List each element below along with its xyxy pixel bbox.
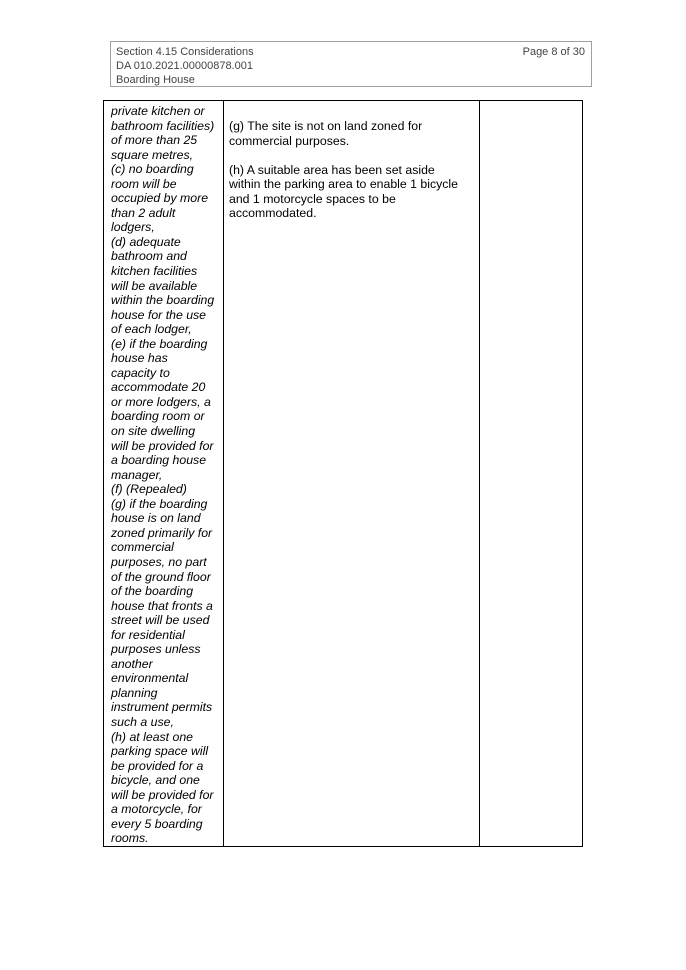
comment-g: (g) The site is not on land zoned for commercial purposes.	[229, 119, 423, 148]
control-line: be provided for a	[111, 758, 204, 773]
control-line: than 2 adult	[111, 205, 176, 220]
control-line: rooms.	[111, 831, 149, 846]
control-line: house has	[111, 351, 168, 366]
control-line: street will be used	[111, 613, 210, 628]
control-line: bicycle, and one	[111, 773, 200, 788]
control-line: of the ground floor	[111, 569, 211, 584]
control-line: for residential	[111, 627, 185, 642]
control-line: house that fronts a	[111, 598, 213, 613]
control-line: of each lodger,	[111, 322, 192, 337]
control-line: will be available	[111, 278, 198, 293]
control-line: parking space will	[111, 744, 209, 759]
control-line: room will be	[111, 176, 177, 191]
header-subject: Boarding House	[116, 74, 195, 86]
page-number: Page 8 of 30	[522, 46, 585, 58]
control-line: boarding room or	[111, 409, 205, 424]
control-line: occupied by more	[111, 191, 209, 206]
control-line: manager,	[111, 467, 163, 482]
comment-h: (h) A suitable area has been set aside within the parking area to enable 1 bicycle and 1 motorcycle spaces to be accommodated.	[229, 162, 458, 221]
control-line: of more than 25	[111, 133, 198, 148]
control-column	[111, 104, 223, 846]
control-line: lodgers,	[111, 220, 155, 235]
control-line: purposes, no part	[111, 554, 207, 569]
control-line: every 5 boarding	[111, 816, 203, 831]
control-line: instrument permits	[111, 700, 213, 715]
control-line: such a use,	[111, 714, 174, 729]
control-line: zoned primarily for	[111, 525, 213, 540]
control-line: a motorcycle, for	[111, 802, 202, 817]
control-line: will be provided for	[111, 787, 214, 802]
column-divider	[223, 101, 224, 846]
control-line: square metres,	[111, 147, 194, 162]
control-line: or more lodgers, a	[111, 394, 211, 409]
control-line: bathroom facilities)	[111, 118, 215, 133]
control-line: will be provided for	[111, 438, 214, 453]
control-line: on site dwelling	[111, 424, 196, 439]
control-line: (d) adequate	[111, 234, 181, 249]
control-line: within the boarding	[111, 293, 215, 308]
control-line: kitchen facilities	[111, 264, 198, 279]
control-line: a boarding house	[111, 453, 207, 468]
control-line: planning	[111, 685, 158, 700]
comment-column	[229, 119, 479, 235]
control-line: (h) at least one	[111, 729, 194, 744]
control-line: capacity to	[111, 365, 170, 380]
control-line: another	[111, 656, 153, 671]
header-info	[116, 45, 254, 87]
control-line: commercial	[111, 540, 174, 555]
control-line: purposes unless	[111, 642, 201, 657]
header-da-number: DA 010.2021.00000878.001	[116, 60, 254, 72]
control-line: (e) if the boarding	[111, 336, 208, 351]
header-section: Section 4.15 Considerations	[116, 46, 254, 58]
column-divider	[479, 101, 480, 846]
control-line: of the boarding	[111, 584, 194, 599]
control-line: private kitchen or	[111, 104, 205, 118]
control-line: bathroom and	[111, 249, 187, 264]
page-header	[110, 41, 592, 87]
control-line: environmental	[111, 671, 189, 686]
control-line: house for the use	[111, 307, 207, 322]
control-line: (c) no boarding	[111, 162, 194, 177]
control-line: (g) if the boarding	[111, 496, 208, 511]
considerations-table	[103, 100, 583, 847]
control-line: accommodate 20	[111, 380, 206, 395]
control-line: (f) (Repealed)	[111, 482, 187, 497]
control-line: house is on land	[111, 511, 201, 526]
